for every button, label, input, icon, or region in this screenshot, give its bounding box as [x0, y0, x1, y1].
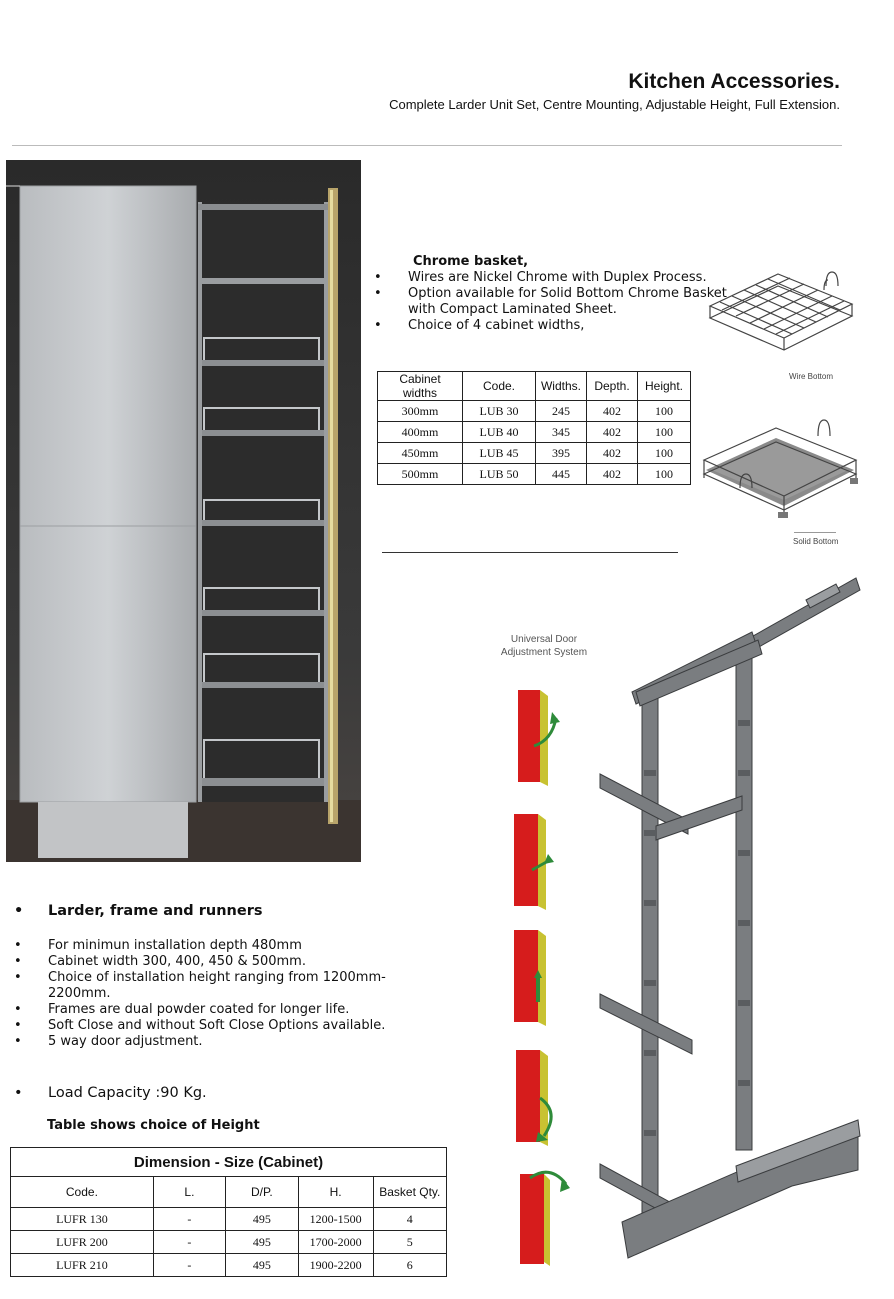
list-item: • 5 way door adjustment. [14, 1034, 394, 1050]
list-item: • Choice of 4 cabinet widths, [374, 318, 734, 334]
load-capacity-list [14, 1085, 207, 1101]
table-row [11, 1254, 447, 1277]
list-item: • Choice of installation height ranging from 1200mm-2200mm. [14, 970, 394, 1002]
table-row [378, 443, 691, 464]
table-cell: 100 [638, 422, 691, 443]
table-cell: 500mm [378, 464, 463, 485]
solid-bottom-rule [794, 532, 836, 533]
table-header: D/P. [225, 1177, 298, 1208]
list-item: • Cabinet width 300, 400, 450 & 500mm. [14, 954, 394, 970]
door-adjust-step-2 [514, 814, 554, 910]
chrome-basket-title: Chrome basket, [413, 254, 529, 269]
table-header: Cabinet widths [378, 372, 463, 401]
list-item: • Frames are dual powder coated for longer life. [14, 1002, 394, 1018]
door-adjust-step-5 [520, 1172, 570, 1266]
header-divider [12, 145, 842, 146]
list-item: • Option available for Solid Bottom Chrome Basket with Compact Laminated Sheet. [374, 286, 734, 318]
solid-bottom-caption: Solid Bottom [793, 537, 839, 546]
table-cell: 245 [536, 401, 587, 422]
table-cell: 1700-2000 [298, 1231, 373, 1254]
table-header: Basket Qty. [373, 1177, 446, 1208]
table-cell: 495 [225, 1254, 298, 1277]
table-cell: LUB 30 [463, 401, 536, 422]
page-subtitle: Complete Larder Unit Set, Centre Mounting, Adjustable Height, Full Extension. [389, 97, 840, 112]
table-cell: 495 [225, 1231, 298, 1254]
table-cell: 6 [373, 1254, 446, 1277]
list-item: • Soft Close and without Soft Close Options available. [14, 1018, 394, 1034]
table-row [11, 1231, 447, 1254]
table-cell: 450mm [378, 443, 463, 464]
table-cell: LUFR 200 [11, 1231, 154, 1254]
chrome-basket-features [374, 270, 734, 334]
table-cell: 395 [536, 443, 587, 464]
table-cell: 402 [587, 443, 638, 464]
list-item: • Wires are Nickel Chrome with Duplex Process. [374, 270, 734, 286]
table-cell: - [153, 1231, 225, 1254]
wire-bottom-basket-image [706, 246, 856, 366]
table-cell: LUFR 210 [11, 1254, 154, 1277]
dimension-table [10, 1147, 447, 1277]
table-header: Code. [11, 1177, 154, 1208]
table-cell: 402 [587, 422, 638, 443]
table-cell: 4 [373, 1208, 446, 1231]
larder-title-list [14, 903, 262, 919]
table-cell: 5 [373, 1231, 446, 1254]
table-row [11, 1208, 447, 1231]
door-adjustment-diagram [508, 686, 578, 1276]
table-cell: 100 [638, 401, 691, 422]
table-cell: 100 [638, 464, 691, 485]
door-adjustment-label: Universal Door Adjustment System [500, 634, 588, 658]
page-title: Kitchen Accessories. [628, 70, 840, 93]
basket-widths-table [377, 371, 691, 485]
larder-frame-runners-diagram [596, 570, 864, 1270]
table-cell: 402 [587, 401, 638, 422]
table-header: L. [153, 1177, 225, 1208]
table-header: H. [298, 1177, 373, 1208]
table-header: Widths. [536, 372, 587, 401]
table-cell: LUB 40 [463, 422, 536, 443]
table-cell: 445 [536, 464, 587, 485]
larder-unit-photo [6, 160, 361, 862]
table-cell: 100 [638, 443, 691, 464]
door-adjust-step-3 [514, 930, 546, 1026]
table-row [378, 422, 691, 443]
table-cell: LUB 45 [463, 443, 536, 464]
solid-bottom-basket-image [700, 408, 860, 532]
door-adjust-step-4 [516, 1050, 551, 1146]
load-capacity: • Load Capacity :90 Kg. [14, 1085, 207, 1101]
table-cell: 402 [587, 464, 638, 485]
table-row [378, 401, 691, 422]
table-cell: 1900-2200 [298, 1254, 373, 1277]
table-cell: 495 [225, 1208, 298, 1231]
table-header: Depth. [587, 372, 638, 401]
height-table-caption: Table shows choice of Height [47, 1118, 260, 1133]
table-cell: 1200-1500 [298, 1208, 373, 1231]
list-item: • For minimun installation depth 480mm [14, 938, 394, 954]
table-cell: 400mm [378, 422, 463, 443]
table-cell: 345 [536, 422, 587, 443]
table-cell: - [153, 1208, 225, 1231]
section-divider [382, 552, 678, 553]
table-header: Height. [638, 372, 691, 401]
dimension-table-title: Dimension - Size (Cabinet) [11, 1148, 447, 1177]
table-header: Code. [463, 372, 536, 401]
table-cell: LUB 50 [463, 464, 536, 485]
wire-bottom-caption: Wire Bottom [789, 372, 834, 381]
table-cell: - [153, 1254, 225, 1277]
table-cell: LUFR 130 [11, 1208, 154, 1231]
larder-features [14, 938, 394, 1050]
door-adjust-step-1 [518, 690, 560, 786]
larder-title: • Larder, frame and runners [14, 903, 262, 919]
table-row [378, 464, 691, 485]
table-cell: 300mm [378, 401, 463, 422]
